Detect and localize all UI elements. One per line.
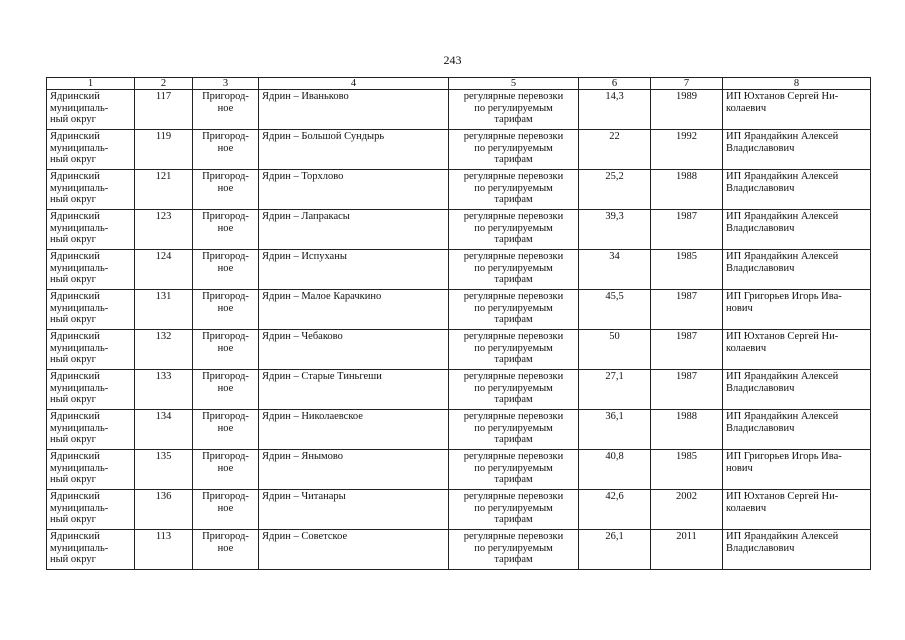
carrier-cell-text: ИП Григорьев Игорь Ива- нович xyxy=(726,291,842,314)
page-number: 243 xyxy=(443,53,462,67)
route-year-cell xyxy=(651,450,723,490)
district-cell-text: Ядринский муниципаль- ный округ xyxy=(50,211,109,245)
route-kind-cell-text: Пригород- ное xyxy=(202,451,249,474)
route-name-cell-text: Ядрин – Торхлово xyxy=(262,171,344,182)
route-number-cell xyxy=(135,250,193,290)
route-number-cell xyxy=(135,490,193,530)
carrier-cell-text: ИП Ярандайкин Алексей Владиславович xyxy=(726,131,839,154)
district-cell-text: Ядринский муниципаль- ный округ xyxy=(50,531,109,565)
route-year-cell xyxy=(651,170,723,210)
table-row xyxy=(47,170,871,210)
route-name-cell xyxy=(259,290,449,330)
route-number-cell-text: 123 xyxy=(155,211,172,222)
route-number-cell-text: 117 xyxy=(155,91,172,102)
transport-type-cell xyxy=(449,250,579,290)
route-kind-cell xyxy=(193,130,259,170)
route-number-cell-text: 113 xyxy=(155,531,172,542)
route-number-cell xyxy=(135,170,193,210)
transport-type-cell-text: регулярные перевозки по регулируемым тарифам xyxy=(463,531,564,565)
district-cell-text: Ядринский муниципаль- ный округ xyxy=(50,331,109,365)
transport-type-cell xyxy=(449,330,579,370)
table-row xyxy=(47,210,871,250)
route-year-cell xyxy=(651,250,723,290)
district-cell-text: Ядринский муниципаль- ный округ xyxy=(50,171,109,205)
route-length-cell-text: 50 xyxy=(609,331,620,342)
route-length-cell xyxy=(579,250,651,290)
route-number-cell xyxy=(135,210,193,250)
district-cell-text: Ядринский муниципаль- ный округ xyxy=(50,291,109,325)
table-row xyxy=(47,530,871,570)
route-length-cell-text: 26,1 xyxy=(605,531,624,542)
route-year-cell-text: 1992 xyxy=(676,131,697,142)
district-cell xyxy=(47,330,135,370)
route-length-cell xyxy=(579,330,651,370)
carrier-cell-text: ИП Ярандайкин Алексей Владиславович xyxy=(726,171,839,194)
route-kind-cell xyxy=(193,450,259,490)
transport-type-cell-text: регулярные перевозки по регулируемым тарифам xyxy=(463,91,564,125)
route-number-cell-text: 136 xyxy=(155,491,172,502)
route-kind-cell xyxy=(193,90,259,130)
carrier-cell-text: ИП Ярандайкин Алексей Владиславович xyxy=(726,211,839,234)
route-number-cell-text: 121 xyxy=(155,171,172,182)
carrier-cell-text: ИП Юхтанов Сергей Ни- колаевич xyxy=(726,491,839,514)
route-name-cell-text: Ядрин – Старые Тиньгеши xyxy=(262,371,382,382)
route-number-cell-text: 131 xyxy=(155,291,172,302)
route-length-cell xyxy=(579,210,651,250)
route-kind-cell xyxy=(193,290,259,330)
route-year-cell-text: 1988 xyxy=(676,411,697,422)
district-cell xyxy=(47,370,135,410)
routes-table xyxy=(46,77,871,570)
carrier-cell xyxy=(723,130,871,170)
route-number-cell xyxy=(135,290,193,330)
route-year-cell xyxy=(651,370,723,410)
district-cell xyxy=(47,490,135,530)
district-cell xyxy=(47,290,135,330)
district-cell xyxy=(47,410,135,450)
route-length-cell xyxy=(579,90,651,130)
route-kind-cell-text: Пригород- ное xyxy=(202,251,249,274)
transport-type-cell xyxy=(449,490,579,530)
district-cell-text: Ядринский муниципаль- ный округ xyxy=(50,251,109,285)
route-kind-cell-text: Пригород- ное xyxy=(202,411,249,434)
route-number-cell xyxy=(135,530,193,570)
transport-type-cell-text: регулярные перевозки по регулируемым тарифам xyxy=(463,171,564,205)
column-header: 7 xyxy=(651,78,723,90)
district-cell-text: Ядринский муниципаль- ный округ xyxy=(50,491,109,525)
table-row xyxy=(47,330,871,370)
route-length-cell xyxy=(579,530,651,570)
route-name-cell xyxy=(259,210,449,250)
route-number-cell xyxy=(135,330,193,370)
table-row xyxy=(47,90,871,130)
route-name-cell-text: Ядрин – Испуханы xyxy=(262,251,347,262)
transport-type-cell xyxy=(449,210,579,250)
carrier-cell xyxy=(723,450,871,490)
carrier-cell xyxy=(723,490,871,530)
column-header: 6 xyxy=(579,78,651,90)
route-kind-cell-text: Пригород- ное xyxy=(202,371,249,394)
carrier-cell xyxy=(723,410,871,450)
carrier-cell xyxy=(723,370,871,410)
route-number-cell xyxy=(135,450,193,490)
route-number-cell-text: 119 xyxy=(155,131,172,142)
route-year-cell-text: 1985 xyxy=(676,451,697,462)
route-name-cell xyxy=(259,530,449,570)
column-header: 1 xyxy=(47,78,135,90)
carrier-cell xyxy=(723,90,871,130)
route-kind-cell xyxy=(193,170,259,210)
table-row xyxy=(47,130,871,170)
route-year-cell xyxy=(651,330,723,370)
route-number-cell-text: 135 xyxy=(155,451,172,462)
table-row xyxy=(47,490,871,530)
transport-type-cell-text: регулярные перевозки по регулируемым тарифам xyxy=(463,291,564,325)
carrier-cell xyxy=(723,170,871,210)
table-row xyxy=(47,370,871,410)
route-kind-cell-text: Пригород- ное xyxy=(202,131,249,154)
route-kind-cell-text: Пригород- ное xyxy=(202,91,249,114)
route-name-cell xyxy=(259,90,449,130)
district-cell-text: Ядринский муниципаль- ный округ xyxy=(50,411,109,445)
route-name-cell xyxy=(259,370,449,410)
route-kind-cell-text: Пригород- ное xyxy=(202,531,249,554)
route-year-cell-text: 1988 xyxy=(676,171,697,182)
table-header-row xyxy=(47,78,871,90)
carrier-cell xyxy=(723,250,871,290)
transport-type-cell xyxy=(449,530,579,570)
carrier-cell-text: ИП Ярандайкин Алексей Владиславович xyxy=(726,531,839,554)
transport-type-cell-text: регулярные перевозки по регулируемым тарифам xyxy=(463,491,564,525)
district-cell xyxy=(47,450,135,490)
district-cell xyxy=(47,170,135,210)
route-length-cell-text: 22 xyxy=(609,131,620,142)
table-row xyxy=(47,250,871,290)
carrier-cell-text: ИП Ярандайкин Алексей Владиславович xyxy=(726,371,839,394)
route-length-cell-text: 27,1 xyxy=(605,371,624,382)
transport-type-cell-text: регулярные перевозки по регулируемым тарифам xyxy=(463,371,564,405)
table-body xyxy=(47,90,871,570)
route-length-cell-text: 36,1 xyxy=(605,411,624,422)
route-year-cell xyxy=(651,530,723,570)
district-cell xyxy=(47,130,135,170)
route-kind-cell xyxy=(193,210,259,250)
route-kind-cell xyxy=(193,330,259,370)
route-number-cell xyxy=(135,370,193,410)
transport-type-cell xyxy=(449,410,579,450)
route-length-cell xyxy=(579,450,651,490)
route-name-cell xyxy=(259,410,449,450)
route-length-cell xyxy=(579,130,651,170)
route-kind-cell-text: Пригород- ное xyxy=(202,211,249,234)
route-number-cell xyxy=(135,130,193,170)
route-length-cell xyxy=(579,410,651,450)
transport-type-cell xyxy=(449,170,579,210)
route-length-cell xyxy=(579,170,651,210)
route-name-cell-text: Ядрин – Лапракасы xyxy=(262,211,350,222)
carrier-cell-text: ИП Ярандайкин Алексей Владиславович xyxy=(726,411,839,434)
route-name-cell xyxy=(259,170,449,210)
transport-type-cell-text: регулярные перевозки по регулируемым тарифам xyxy=(463,131,564,165)
route-kind-cell-text: Пригород- ное xyxy=(202,171,249,194)
route-name-cell-text: Ядрин – Николаевское xyxy=(262,411,363,422)
route-kind-cell xyxy=(193,410,259,450)
route-length-cell-text: 40,8 xyxy=(605,451,624,462)
route-name-cell xyxy=(259,250,449,290)
transport-type-cell-text: регулярные перевозки по регулируемым тарифам xyxy=(463,451,564,485)
district-cell-text: Ядринский муниципаль- ный округ xyxy=(50,451,109,485)
carrier-cell-text: ИП Юхтанов Сергей Ни- колаевич xyxy=(726,91,839,114)
route-name-cell-text: Ядрин – Советское xyxy=(262,531,348,542)
route-number-cell-text: 124 xyxy=(155,251,172,262)
route-kind-cell xyxy=(193,490,259,530)
route-length-cell-text: 14,3 xyxy=(605,91,624,102)
route-name-cell xyxy=(259,450,449,490)
carrier-cell-text: ИП Григорьев Игорь Ива- нович xyxy=(726,451,842,474)
route-number-cell-text: 134 xyxy=(155,411,172,422)
route-number-cell xyxy=(135,90,193,130)
transport-type-cell xyxy=(449,130,579,170)
transport-type-cell-text: регулярные перевозки по регулируемым тарифам xyxy=(463,211,564,245)
route-length-cell xyxy=(579,490,651,530)
route-kind-cell-text: Пригород- ное xyxy=(202,291,249,314)
column-header: 3 xyxy=(193,78,259,90)
route-kind-cell xyxy=(193,250,259,290)
carrier-cell-text: ИП Ярандайкин Алексей Владиславович xyxy=(726,251,839,274)
route-length-cell-text: 25,2 xyxy=(605,171,624,182)
route-length-cell xyxy=(579,370,651,410)
route-year-cell-text: 2002 xyxy=(676,491,697,502)
transport-type-cell-text: регулярные перевозки по регулируемым тарифам xyxy=(463,251,564,285)
table-row xyxy=(47,290,871,330)
route-name-cell-text: Ядрин – Иваньково xyxy=(262,91,349,102)
route-year-cell-text: 1987 xyxy=(676,211,697,222)
transport-type-cell-text: регулярные перевозки по регулируемым тарифам xyxy=(463,411,564,445)
route-name-cell xyxy=(259,130,449,170)
transport-type-cell xyxy=(449,450,579,490)
route-length-cell-text: 34 xyxy=(609,251,620,262)
route-year-cell xyxy=(651,290,723,330)
route-year-cell xyxy=(651,410,723,450)
district-cell xyxy=(47,210,135,250)
transport-type-cell xyxy=(449,290,579,330)
route-year-cell-text: 1987 xyxy=(676,291,697,302)
column-header: 4 xyxy=(259,78,449,90)
column-header: 2 xyxy=(135,78,193,90)
table-row xyxy=(47,450,871,490)
route-name-cell xyxy=(259,490,449,530)
carrier-cell xyxy=(723,290,871,330)
route-year-cell-text: 1987 xyxy=(676,371,697,382)
column-header: 8 xyxy=(723,78,871,90)
route-name-cell-text: Ядрин – Янымово xyxy=(262,451,344,462)
carrier-cell xyxy=(723,210,871,250)
district-cell-text: Ядринский муниципаль- ный округ xyxy=(50,371,109,405)
route-length-cell-text: 45,5 xyxy=(605,291,624,302)
route-year-cell-text: 1989 xyxy=(676,91,697,102)
route-year-cell-text: 1987 xyxy=(676,331,697,342)
route-name-cell xyxy=(259,330,449,370)
table-row xyxy=(47,410,871,450)
carrier-cell-text: ИП Юхтанов Сергей Ни- колаевич xyxy=(726,331,839,354)
route-length-cell-text: 39,3 xyxy=(605,211,624,222)
district-cell-text: Ядринский муниципаль- ный округ xyxy=(50,131,109,165)
carrier-cell xyxy=(723,330,871,370)
route-year-cell xyxy=(651,130,723,170)
route-number-cell-text: 132 xyxy=(155,331,172,342)
column-header: 5 xyxy=(449,78,579,90)
route-name-cell-text: Ядрин – Чебаково xyxy=(262,331,343,342)
route-year-cell-text: 1985 xyxy=(676,251,697,262)
route-year-cell xyxy=(651,210,723,250)
route-year-cell xyxy=(651,490,723,530)
route-year-cell xyxy=(651,90,723,130)
district-cell xyxy=(47,90,135,130)
carrier-cell xyxy=(723,530,871,570)
route-name-cell-text: Ядрин – Малое Карачкино xyxy=(262,291,382,302)
route-kind-cell xyxy=(193,370,259,410)
route-length-cell-text: 42,6 xyxy=(605,491,624,502)
route-name-cell-text: Ядрин – Большой Сундырь xyxy=(262,131,385,142)
district-cell-text: Ядринский муниципаль- ный округ xyxy=(50,91,109,125)
district-cell xyxy=(47,530,135,570)
route-kind-cell xyxy=(193,530,259,570)
route-name-cell-text: Ядрин – Читанары xyxy=(262,491,346,502)
route-kind-cell-text: Пригород- ное xyxy=(202,331,249,354)
route-number-cell-text: 133 xyxy=(155,371,172,382)
route-number-cell xyxy=(135,410,193,450)
transport-type-cell xyxy=(449,90,579,130)
route-kind-cell-text: Пригород- ное xyxy=(202,491,249,514)
district-cell xyxy=(47,250,135,290)
route-length-cell xyxy=(579,290,651,330)
route-year-cell-text: 2011 xyxy=(676,531,697,542)
transport-type-cell-text: регулярные перевозки по регулируемым тарифам xyxy=(463,331,564,365)
transport-type-cell xyxy=(449,370,579,410)
